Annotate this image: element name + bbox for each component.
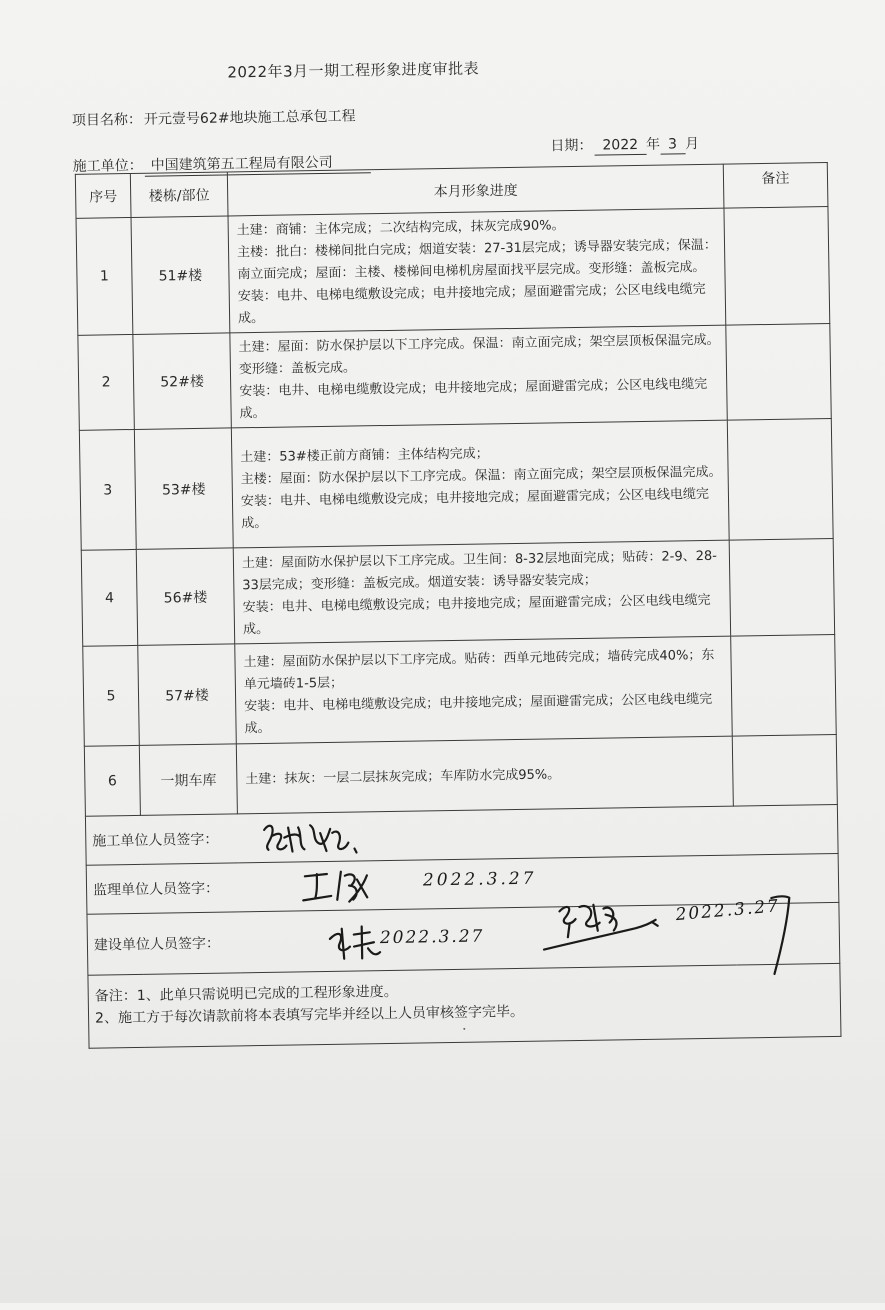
row-remark (731, 634, 837, 736)
row-building: 51#楼 (131, 216, 230, 335)
progress-line: 土建：屋面：防水保护层以下工序完成。保温：南立面完成；架空层顶板保温完成。变形缝：盖板完成。 (238, 332, 720, 378)
row-building: 53#楼 (134, 428, 233, 550)
row-number: 5 (83, 645, 140, 746)
owner-signature-stroke (763, 890, 804, 981)
date-month: 3 (660, 136, 685, 154)
date-label: 日期： (550, 137, 593, 155)
row-progress (236, 736, 733, 814)
row-remark (726, 324, 831, 421)
project-label: 项目名称： (71, 111, 143, 129)
supervisor-signature (297, 863, 398, 909)
row-remark (732, 734, 837, 806)
date-line (550, 133, 699, 156)
notes-row (88, 963, 841, 1048)
contractor-signature (258, 814, 379, 860)
owner-signature-2 (539, 891, 680, 953)
row-progress (235, 636, 733, 744)
row-progress (231, 420, 729, 548)
unit-name: 中国建筑第五工程局有限公司 (145, 151, 371, 177)
row-remark (727, 419, 833, 541)
row-progress (230, 325, 727, 428)
header-no: 序号 (75, 173, 131, 218)
header-building: 楼栋/部位 (130, 172, 228, 218)
progress-line: 土建：抹灰：一层二层抹灰完成；车库防水完成95%。 (245, 766, 561, 787)
paper-speck (463, 1028, 465, 1030)
progress-line: 土建：屋面防水保护层以下工序完成。贴砖：西单元地砖完成；墙砖完成40%；东单元墙砖1-5层； (243, 647, 715, 692)
owner-date-1: 2022.3.27 (379, 926, 485, 949)
progress-line: 土建：商铺：主体完成；二次结构完成，抹灰完成90%。 (236, 218, 565, 239)
unit-label: 施工单位： (72, 157, 143, 175)
table-row (78, 324, 831, 431)
row-number: 6 (84, 745, 140, 816)
row-building: 一期车库 (139, 744, 237, 816)
progress-line: 主楼：屋面：防水保护层以下工序完成。保温：南立面完成；架空层顶板保温完成。 (240, 464, 722, 487)
row-building: 52#楼 (133, 333, 231, 430)
header-remark: 备注 (723, 163, 828, 209)
table-row (83, 634, 836, 746)
owner-signature-row (87, 902, 840, 975)
row-building: 57#楼 (138, 644, 237, 746)
year-char: 年 (645, 136, 661, 153)
table-row (79, 419, 833, 551)
date-year: 2022 (594, 137, 646, 156)
row-remark (724, 207, 830, 326)
header-progress: 本月形象进度 (227, 164, 724, 216)
project-line (72, 105, 356, 129)
progress-line: 安装：电井、电梯电缆敷设完成；电井接地完成；屋面避雷完成；公区电线电缆完成。 (237, 281, 706, 327)
supervisor-signature-label: 监理单位人员签字： (92, 880, 220, 899)
progress-table (75, 162, 842, 1049)
form-title: 2022年3月一期工程形象进度审批表 (227, 59, 480, 82)
row-number: 4 (81, 549, 138, 646)
row-number: 3 (79, 429, 136, 550)
table-row (81, 538, 834, 646)
month-char: 月 (684, 136, 700, 153)
table-row (84, 734, 837, 816)
owner-date-2: 2022.3.27 (674, 896, 781, 926)
owner-signature-label: 建设单位人员签字： (93, 935, 221, 954)
progress-line: 主楼：批白：楼梯间批白完成；烟道安装：27-31层完成；诱导器安装完成；保温：南立面完成；屋面：主楼、楼梯间电梯机房屋面找平层完成。变形缝：盖板完成。 (236, 237, 717, 283)
row-progress (233, 540, 730, 644)
progress-line: 土建：53#楼正前方商铺：主体结构完成； (240, 445, 489, 465)
progress-line: 安装：电井、电梯电缆敷设完成；电井接地完成；屋面避雷完成；公区电线电缆完成。 (239, 376, 708, 422)
row-number: 2 (78, 334, 134, 430)
contractor-signature-label: 施工单位人员签字： (92, 831, 219, 850)
row-progress (228, 208, 726, 333)
table-row (76, 207, 830, 336)
note-line-1: 备注：1、此单只需说明已完成的工程形象进度。 (94, 983, 398, 1005)
progress-line: 安装：电井、电梯电缆敷设完成；电井接地完成；屋面避雷完成；公区电线电缆完成。 (244, 691, 713, 736)
row-building: 56#楼 (136, 548, 234, 646)
supervisor-date: 2022.3.27 (422, 868, 537, 891)
progress-line: 安装：电井、电梯电缆敷设完成；电井接地完成；屋面避雷完成；公区电线电缆完成。 (242, 592, 711, 637)
note-line-2: 2、施工方于每次请款前将本表填写完毕并经以上人员审核签字完毕。 (94, 1003, 525, 1027)
progress-line: 土建：屋面防水保护层以下工序完成。卫生间：8-32层地面完成；贴砖：2-9、28-33层完成；变形缝：盖板完成。烟道安装：诱导器安装完成； (241, 548, 718, 593)
row-remark (729, 538, 834, 636)
progress-line: 安装：电井、电梯电缆敷设完成；电井接地完成；屋面避雷完成；公区电线电缆完成。 (240, 486, 710, 531)
row-number: 1 (76, 217, 133, 335)
project-name: 开元壹号62#地块施工总承包工程 (143, 108, 356, 128)
